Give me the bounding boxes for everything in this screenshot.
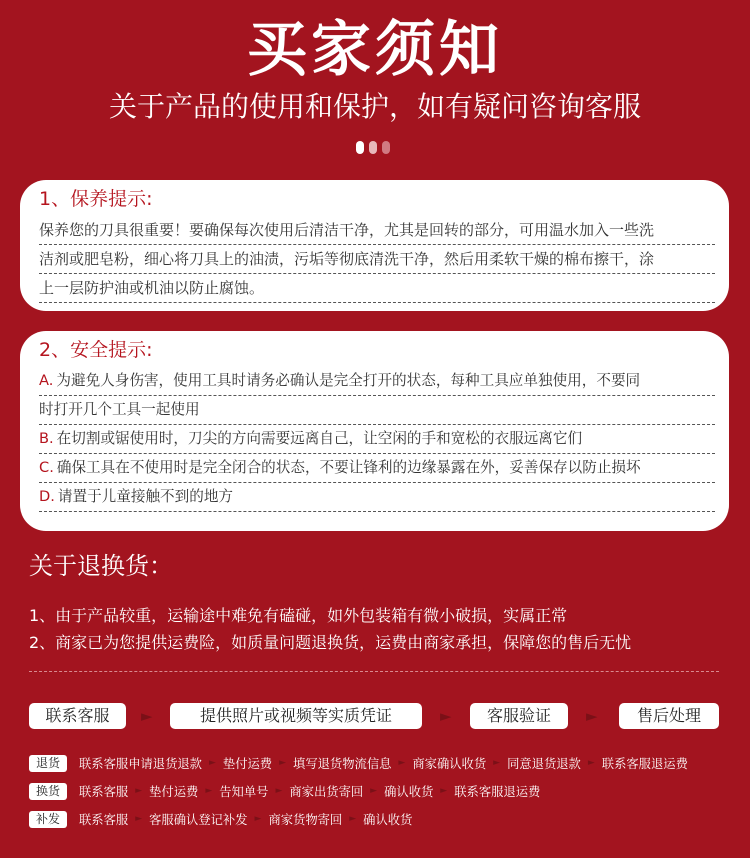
pagination-dots	[356, 141, 390, 154]
flow-tag: 补发	[29, 811, 67, 828]
returns-line: 1、由于产品较重，运输途中难免有磕碰，如外包装箱有微小破损，实属正常	[29, 606, 568, 625]
flow-step: 商家出货寄回	[289, 785, 364, 799]
item-text: 时打开几个工具一起使用	[39, 401, 200, 418]
flow-step: 确认收货	[363, 813, 413, 827]
dot	[382, 141, 390, 154]
flow-step: 联系客服退运费	[454, 785, 541, 799]
flow-arrow-icon: ►	[370, 786, 378, 796]
safety-item	[39, 367, 715, 396]
flow-arrow-icon: ►	[254, 814, 262, 824]
flow-step: 填写退货物流信息	[293, 757, 392, 771]
flow-step: 商家确认收货	[412, 757, 487, 771]
page-title: 买家须知	[247, 15, 503, 85]
safety-card	[20, 331, 729, 531]
flow-step: 告知单号	[219, 785, 269, 799]
flow-arrow-icon: ►	[440, 786, 448, 796]
returns-heading: 关于退换货：	[29, 552, 173, 580]
item-text: 为避免人身伤害，使用工具时请务必确认是完全打开的状态，每种工具应单独使用，不要同	[56, 372, 641, 389]
flow-step: 垫付运费	[222, 757, 273, 771]
flow-step: 商家货物寄回	[268, 813, 343, 827]
flow-row-return	[29, 754, 688, 772]
dot	[369, 141, 377, 154]
flow-arrow-icon: ►	[208, 758, 216, 768]
flow-arrow-icon: ►	[398, 758, 406, 768]
divider	[29, 671, 719, 672]
step-arrow-icon: ►	[440, 707, 452, 725]
safety-item	[39, 454, 715, 483]
flow-arrow-icon: ►	[205, 786, 213, 796]
step-provide-evidence: 提供照片或视频等实质凭证	[170, 703, 422, 729]
flow-arrow-icon: ►	[587, 758, 595, 768]
flow-step: 联系客服申请退货退款	[79, 757, 202, 771]
safety-heading: 2、安全提示:	[39, 339, 153, 361]
item-letter: C.	[39, 459, 54, 476]
safety-item	[39, 396, 715, 425]
care-line: 上一层防护油或机油以防止腐蚀。	[39, 274, 715, 303]
step-arrow-icon: ►	[141, 707, 153, 725]
step-after-sales: 售后处理	[619, 703, 719, 729]
safety-item	[39, 425, 715, 454]
care-line: 洁剂或肥皂粉，细心将刀具上的油渍，污垢等彻底清洗干净，然后用柔软干燥的棉布擦干，涂	[39, 245, 715, 274]
flow-step: 联系客服	[79, 813, 129, 827]
step-service-verify: 客服验证	[470, 703, 568, 729]
step-arrow-icon: ►	[586, 707, 598, 725]
flow-row-reissue	[29, 810, 412, 828]
flow-step: 客服确认登记补发	[149, 813, 248, 827]
item-text: 请置于儿童接触不到的地方	[57, 488, 234, 505]
page-subtitle: 关于产品的使用和保护，如有疑问咨询客服	[108, 90, 641, 123]
care-line: 保养您的刀具很重要！要确保每次使用后清洁干净，尤其是回转的部分，可用温水加入一些洗	[39, 216, 715, 245]
flow-step: 同意退货退款	[507, 757, 581, 771]
flow-arrow-icon: ►	[349, 814, 357, 824]
flow-step: 联系客服退运费	[601, 757, 688, 771]
flow-arrow-icon: ►	[279, 758, 287, 768]
flow-arrow-icon: ►	[135, 814, 143, 824]
flow-arrow-icon: ►	[135, 786, 143, 796]
flow-arrow-icon: ►	[275, 786, 283, 796]
flow-step: 确认收货	[384, 785, 434, 799]
flow-step: 垫付运费	[149, 785, 199, 799]
flow-tag: 换货	[29, 783, 67, 800]
item-text: 在切割或锯使用时，刀尖的方向需要远离自己，让空闲的手和宽松的衣服远离它们	[56, 430, 583, 447]
flow-tag: 退货	[29, 755, 67, 772]
dot-active	[356, 141, 364, 154]
returns-line: 2、商家已为您提供运费险，如质量问题退换货，运费由商家承担，保障您的售后无忧	[29, 633, 632, 652]
step-contact-service: 联系客服	[29, 703, 126, 729]
item-letter: D.	[39, 488, 55, 505]
care-heading: 1、保养提示:	[39, 188, 153, 210]
safety-item	[39, 483, 715, 512]
item-letter: B.	[39, 430, 54, 447]
flow-arrow-icon: ►	[493, 758, 501, 768]
item-letter: A.	[39, 372, 54, 389]
item-text: 确保工具在不使用时是完全闭合的状态，不要让锋利的边缘暴露在外，妥善保存以防止损坏	[56, 459, 641, 476]
flow-row-exchange	[29, 782, 540, 800]
flow-step: 联系客服	[79, 785, 129, 799]
care-card	[20, 180, 729, 311]
